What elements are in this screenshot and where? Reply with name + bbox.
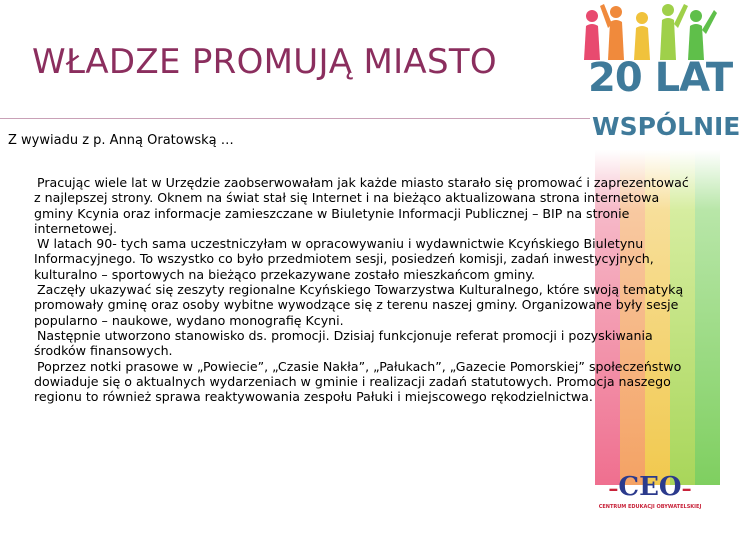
paragraph: Następnie utworzono stanowisko ds. promocji. Dzisiaj funkcjonuje referat promocji i pozyskiwania środków finansowych. <box>34 327 653 359</box>
paragraph: W latach 90- tych sama uczestniczyłam w opracowywaniu i wydawnictwie Kcyńskiego Biuletynu Informacyjnego. To wszystko co było przedmiotem sesji, posiedzeń komisji, zadań inwestycyjnych, kulturalno – sportowych na bieżąco przekazywane zostało mieszkańcom gminy. <box>34 236 654 282</box>
paragraph: Pracując wiele lat w Urzędzie zaobserwowałam jak każde miasto starało się promować i zaprezentować z najlepszej strony. Oknem na świat stał się Internet i na bieżąco aktualizowana strona internetowa gminy Kcynia oraz informacje zamieszczane w Biuletynie Informacji Publicznej – BIP na stronie internetowej. <box>34 175 689 236</box>
paragraph: Zaczęły ukazywać się zeszyty regionalne Kcyńskiego Towarzystwa Kulturalnego, które swoją tematyką promowały gminę oraz osoby wybitne wywodzące się z terenu naszej gminy. Organizowane były sesje popularno – naukowe, wydano monografię Kcyni. <box>34 282 684 328</box>
title-divider <box>0 118 590 119</box>
interview-subtitle: Z wywiadu z p. Anną Oratowską … <box>8 133 234 148</box>
ceo-mark-text: CEO <box>618 472 682 502</box>
ceo-caption: CENTRUM EDUKACJI OBYWATELSKIEJ <box>598 504 702 510</box>
paragraph: Poprzez notki prasowe w „Powiecie”, „Czasie Nakła”, „Pałukach”, „Gazecie Pomorskiej” społeczeństwo dowiaduje się o aktualnych wydarzeniach w gminie i realizacji zadań statutowych. Promocja naszego regionu to również sprawa reaktywowania zespołu Pałuki i miejscowego rękodzielnictwa. <box>34 358 682 405</box>
logo-20-lat-text: 20 LAT <box>588 55 733 101</box>
people-figures-icon <box>582 0 718 60</box>
20-lat-wspolnie-logo <box>580 0 740 155</box>
slide-title: WŁADZE PROMUJĄ MIASTO <box>32 42 497 82</box>
logo-wspolnie-text: WSPÓLNIE <box>592 112 740 141</box>
ceo-logo <box>590 474 710 524</box>
slide-body <box>34 175 689 404</box>
ceo-mark: –CEO– <box>608 472 692 502</box>
